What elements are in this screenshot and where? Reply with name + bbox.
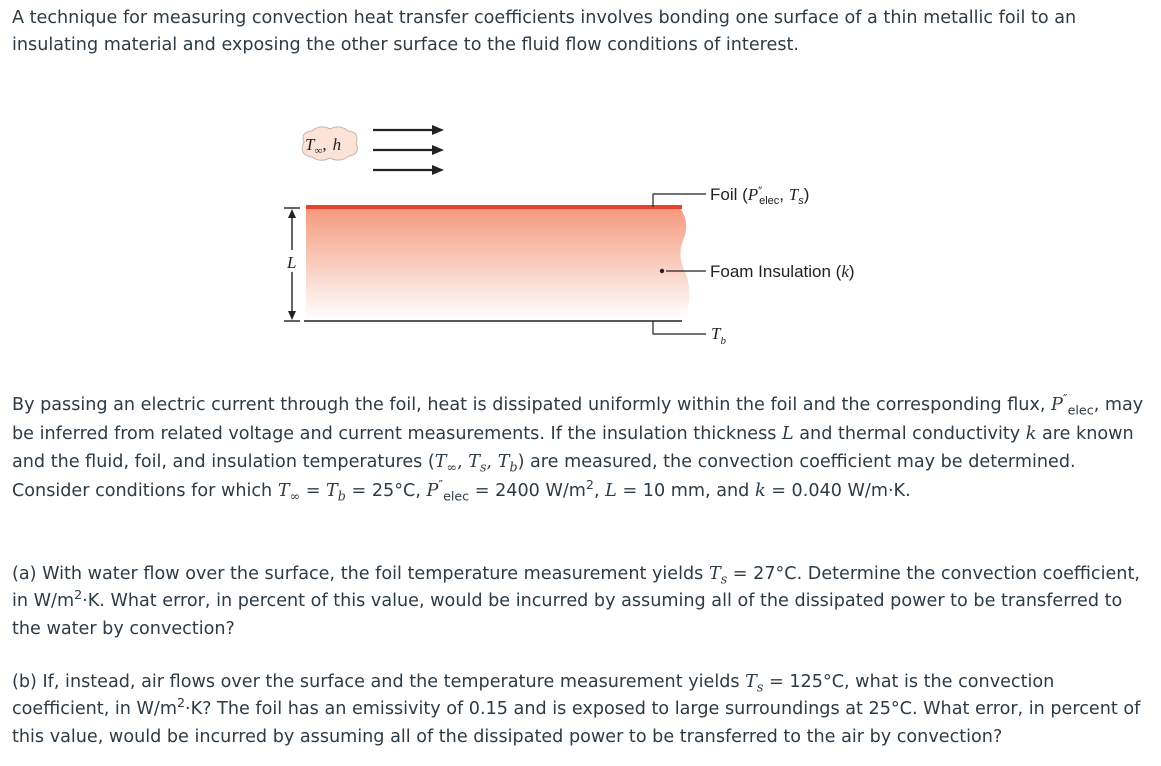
base-callout	[653, 321, 706, 334]
body-paragraph: By passing an electric current through the foil, heat is dissipated uniformly within the foil and the corresponding flux, $P''_{elec}$, may be inferred from related voltage and current measurements. If the insulation thickness L and thermal conductivity k are known and the fluid, foil, and insulation temperatures ($T_\infty$, $T_s$, $T_b$) are measured, the convection coefficient may be determined. Consider conditions for which $T_\infty = T_b = 25^\circ C$, $P''_{elec} = 2400$ $W/m^2$, L = 10 mm, and k = 0.040 W/m·K.	[12, 391, 1144, 504]
base-temp-label: $T_b$	[711, 324, 726, 347]
part-b-question: (b) If, instead, air flows over the surface and the temperature measurement yields $T_s = 125^\circ C$, what is the convection coefficient, in $W/m^2\cdot K$? The foil has an emissivity of 0.15 and is exposed to large surroundings at 25°C. What error, in percent of this value, would be incurred by assuming all of the dissipated power to be transferred to the air by convection?	[12, 672, 1141, 747]
fluid-T: T	[305, 135, 315, 154]
flow-arrow-2-head	[432, 145, 444, 155]
foam-insulation-block	[306, 208, 690, 320]
flow-arrow-1-head	[432, 125, 444, 135]
fluid-h: h	[332, 135, 342, 154]
intro-paragraph: A technique for measuring convection heat transfer coefficients involves bonding one surface of a thin metallic foil to an insulating material and exposing the other surface to the fluid flow conditions of interest.	[12, 8, 1077, 56]
svg-text:T∞,h	[305, 135, 341, 157]
flow-arrow-3-head	[432, 165, 444, 175]
fluid-label-group	[302, 127, 357, 160]
foil-insulation-diagram	[270, 112, 890, 362]
foam-label: Foam Insulation (k)	[710, 262, 855, 281]
foil-label: Foil (P″ elec, $T_s$)	[710, 185, 810, 207]
part-a-question: (a) With water flow over the surface, the foil temperature measurement yields $T_s = 27^\circ C$. Determine the convection coefficient, in $W/m^2\cdot K$. What error, in percent of this value, would be incurred by assuming all of the dissipated power to be transferred to the water by convection?	[12, 564, 1140, 639]
thickness-label: L	[287, 253, 297, 272]
flow-arrows	[373, 125, 444, 175]
fluid-sep: ,	[322, 135, 327, 154]
fluid-T-sub: ∞	[314, 145, 323, 157]
